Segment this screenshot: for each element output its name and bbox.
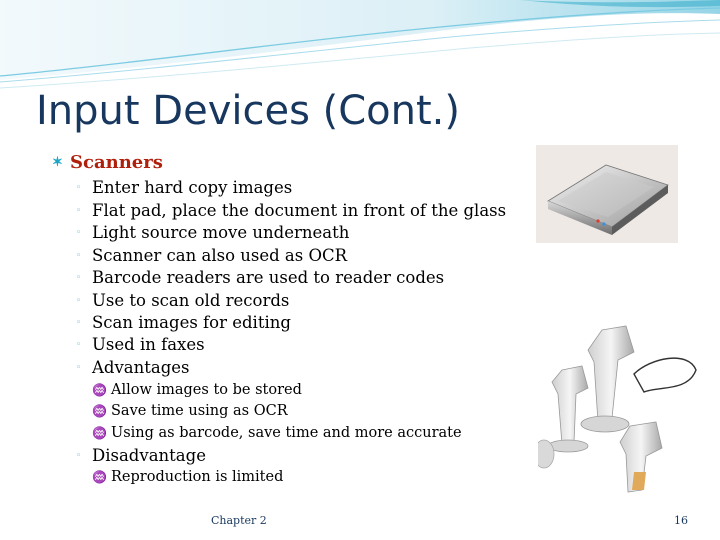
list-item-text: Used in faxes xyxy=(92,335,205,354)
list-item xyxy=(76,291,289,310)
list-item-disadvantage xyxy=(76,446,206,465)
list-item xyxy=(76,246,347,265)
bullet-circle-icon: ◦ xyxy=(76,206,82,216)
list-item xyxy=(76,178,292,197)
advantage-item xyxy=(92,425,462,441)
bullet-swirl-icon: ♒ xyxy=(92,470,107,484)
advantage-item xyxy=(92,382,302,398)
bullet-circle-icon: ◦ xyxy=(76,251,82,261)
page-number: 16 xyxy=(674,514,688,527)
bullet-circle-icon: ◦ xyxy=(76,363,82,373)
bullet-star-icon: ✶ xyxy=(52,155,63,170)
bullet-circle-icon: ◦ xyxy=(76,228,82,238)
list-item-text: Flat pad, place the document in front of the glass xyxy=(92,201,507,220)
header-wave-decoration xyxy=(0,0,720,90)
bullet-scanners xyxy=(52,152,163,173)
bullet-swirl-icon: ♒ xyxy=(92,426,107,440)
footer-chapter: Chapter 2 xyxy=(211,514,267,527)
list-item xyxy=(76,268,444,287)
bullet-circle-icon: ◦ xyxy=(76,318,82,328)
list-item-text: Scan images for editing xyxy=(92,313,291,332)
bullet-circle-icon: ◦ xyxy=(76,183,82,193)
bullet-circle-icon: ◦ xyxy=(76,451,82,461)
list-item xyxy=(76,223,349,242)
list-item xyxy=(76,313,291,332)
disadvantage-item xyxy=(92,469,283,485)
flatbed-scanner-image xyxy=(536,145,678,243)
bullet-swirl-icon: ♒ xyxy=(92,383,107,397)
advantage-item xyxy=(92,403,288,419)
advantage-text: Using as barcode, save time and more accurate xyxy=(111,425,462,441)
list-item-text: Advantages xyxy=(92,358,190,377)
page-title: Input Devices (Cont.) xyxy=(36,88,461,134)
list-item xyxy=(76,335,205,354)
advantage-text: Save time using as OCR xyxy=(111,403,288,419)
barcode-readers-image xyxy=(538,322,710,498)
list-item-text: Disadvantage xyxy=(92,446,206,465)
heading-label: Scanners xyxy=(70,152,163,173)
list-item-text: Use to scan old records xyxy=(92,291,290,310)
list-item-text: Barcode readers are used to reader codes xyxy=(92,268,445,287)
list-item xyxy=(76,201,506,220)
list-item-text: Enter hard copy images xyxy=(92,178,293,197)
advantage-text: Allow images to be stored xyxy=(111,382,302,398)
list-item xyxy=(76,358,190,377)
disadvantage-text: Reproduction is limited xyxy=(111,469,284,485)
bullet-swirl-icon: ♒ xyxy=(92,404,107,418)
bullet-circle-icon: ◦ xyxy=(76,340,82,350)
bullet-circle-icon: ◦ xyxy=(76,296,82,306)
bullet-circle-icon: ◦ xyxy=(76,273,82,283)
list-item-text: Scanner can also used as OCR xyxy=(92,246,348,265)
list-item-text: Light source move underneath xyxy=(92,223,350,242)
